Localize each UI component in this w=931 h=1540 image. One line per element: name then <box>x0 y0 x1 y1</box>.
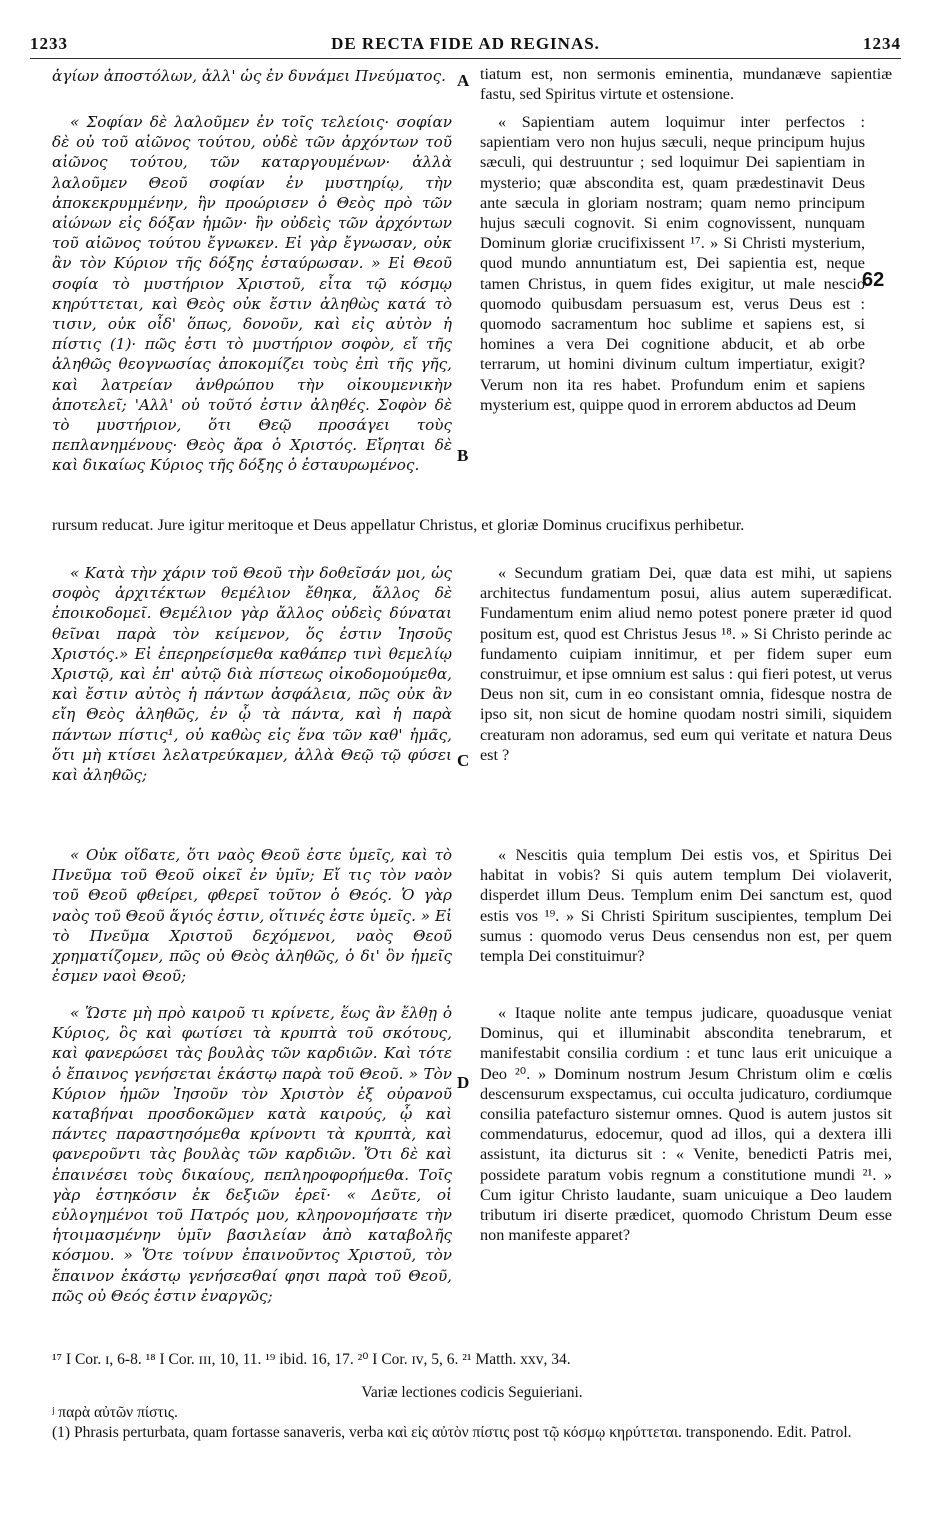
latin-text-1: « Sapientiam autem loquimur inter perfectos : sapientiam vero non hujus sæculi, neque principum hujus sæculi, qui destruuntur ; sed loquimur Dei sapientiam in mysterio; quæ abscondita est, quam prædestinavit Deus ante sæcula in gloriam nostram; quam nemo principum hujus sæculi cognovit. Si enim cognovissent, nunquam Dominum gloriæ crucifixissent ¹⁷. » Si Christi mysterium, quod mundo annuntiatum est, Dei sapientia est, neque tamen Christus, in quem fides exigitur, ut male nescio quomodo quibusdam persuasum est, verus Deus est : quomodo sacramentum hoc sublime et sapiens est, si homines a vera Dei cognitione abducit, et ab orbe terrarum, ut homini divinum cultum impertiatur, exigit? Verum non ita res habet. Profundum enim et sapiens mysterium est, quippe quod in errorem abductos ad Deum <box>480 113 865 414</box>
latin-paragraph-3 <box>480 845 892 966</box>
margin-mark-a: A <box>457 71 470 90</box>
greek-text-1: « Σοφίαν δὲ λαλοῦμεν ἐν τοῖς τελείοις· σοφίαν δὲ οὐ τοῦ αἰῶνος τούτου, οὐδὲ τῶν ἀρχόντων τοῦ αἰῶνος τούτου, τῶν καταργουμένων· ἀλλὰ λαλοῦμεν Θεοῦ σοφίαν ἐν μυστηρίῳ, τὴν ἀποκεκρυμμένην, ἣν προώρισεν ὁ Θεὸς πρὸ τῶν αἰώνων εἰς δόξαν ἡμῶν· ἣν οὐδεὶς τῶν ἀρχόντων τοῦ αἰῶνος τούτου ἔγνωκεν. Εἰ γὰρ ἔγνωσαν, οὐκ ἂν τὸν Κύριον τῆς δόξης ἐσταύρωσαν. » Εἰ Θεοῦ σοφία τὸ μυστήριον Χριστοῦ, εἶτα τῷ κόσμῳ κηρύττεται, καὶ Θεὸς οὐκ ἔστιν ἀληθὼς κατά τὸ τισιν, οὐκ οἶδ' ὅπως, δονοῦν, καὶ εἰς αὐτὸν ἡ πίστις (1)· πῶς ἐστι τὸ μυστήριον σοφὸν, εἴ τῆς ἀληθῶς θεογνωσίας ἀποκομίζει τοὺς ἐπὶ τῆς γῆς, καὶ λατρείαν ἀνθρώπου τὴν οἰκουμενικὴν ἀποτελεῖ; 'Αλλ' οὐ τοῦτό ἐστιν ἀληθές. Σοφὸν δὲ τὸ μυστήριον, ὅτι Θεῷ προσάγει τοὺς πεπλανημένους· Θεὸς ἄρα ὁ Χριστός. Εἴρηται δὲ καὶ δικαίως Κύριος τῆς δόξης ὁ ἐσταυρωμένος. <box>52 113 452 475</box>
latin-line-top: tiatum est, non sermonis eminentia, mundanæve sapientiæ fastu, sed Spiritus virtute et ostensione. <box>480 65 892 104</box>
greek-line-top: ἁγίων ἀποστόλων, ἀλλ' ὡς ἐν δυνάμει Πνεύματος. <box>52 67 446 85</box>
latin-paragraph-2 <box>480 563 892 765</box>
greek-paragraph-2 <box>52 563 452 785</box>
page-number-right: 1234 <box>863 34 901 53</box>
greek-text-2: « Κατὰ τὴν χάριν τοῦ Θεοῦ τὴν δοθεῖσάν μοι, ὡς σοφὸς ἀρχιτέκτων θεμέλιον ἔθηκα, ἄλλος δὲ ἐποικοδομεῖ. Θεμέλιον γὰρ ἄλλος οὐδεὶς δύναται θεῖναι παρὰ τὸν κείμενον, ὅς ἐστιν Ἰησοῦς Χριστός.» Εἰ ἐπερηρείσμεθα καθάπερ τινὶ θεμελίῳ Χριστῷ, καὶ ἐπ' αὐτῷ διὰ πίστεως οἰκοδομούμεθα, καὶ ἔστιν αὐτὸς ἡ πάντων ἀσφάλεια, πῶς οὐκ ἂν εἴη Θεὸς ἀληθῶς, ἐν ᾧ τὰ πάντα, καὶ ἡ παρὰ πάντων πίστις¹, οὐ καθὼς εἰς ἕνα τῶν καθ' ἡμᾶς, ὅτι μὴ κτίσει λελατρεύκαμεν, ἀλλὰ Θεῷ τῷ φύσει καὶ ἀληθῶς; <box>52 564 452 785</box>
variae-title: Variæ lectiones codicis Seguieriani. <box>361 1384 583 1401</box>
greek-paragraph-1 <box>52 112 452 476</box>
greek-text-4: « Ὥστε μὴ πρὸ καιροῦ τι κρίνετε, ἕως ἂν ἔλθῃ ὁ Κύριος, ὃς καὶ φωτίσει τὰ κρυπτὰ τοῦ σκότους, καὶ φανερώσει τὰς βουλὰς τῶν καρδιῶν. Καὶ τότε ὁ ἔπαινος γενήσεται ἑκάστῳ παρὰ τοῦ Θεοῦ. » Τὸν Κύριον ἡμῶν Ἰησοῦν τὸν Χριστὸν ἐξ οὐρανοῦ καταβήναι προσδοκῶμεν κατὰ καιρούς, ᾧ καὶ πάντες παραστησόμεθα κρίνοντι τὰ κρυπτὰ, καὶ φανεροῦντι τὰς βουλὰς τῶν καρδιῶν. Ὅτι δὲ καὶ ἐπαινέσει τοὺς δικαίους, πεπληροφορήμεθα. Τοῖς γὰρ ἑστηκόσιν ἐκ δεξιῶν ἐρεῖ· « Δεῦτε, οἱ εὐλογημένοι τοῦ Πατρός μου, κληρονομήσατε τὴν ἡτοιμασμένην ὑμῖν βασιλείαν ἀπὸ καταβολῆς κόσμου. » Ὅτε τοίνυν ἐπαινοῦντος Χριστοῦ, τὸν ἔπαινον ἑκάστῳ γενήσεσθαί φησι παρὰ τοῦ Θεοῦ, πῶς οὐ Θεός ἐστιν ἐναργῶς; <box>52 1004 452 1305</box>
margin-mark-b: B <box>457 446 469 465</box>
margin-mark-d: D <box>457 1073 470 1092</box>
scripture-references: ¹⁷ I Cor. ɪ, 6-8. ¹⁸ I Cor. ɪɪɪ, 10, 11. ¹⁹ ibid. 16, 17. ²⁰ I Cor. ɪᴠ, 5, 6. ²¹ Matth. xxᴠ, 34. <box>52 1351 571 1368</box>
greek-text-3: « Οὐκ οἴδατε, ὅτι ναὸς Θεοῦ ἐστε ὑμεῖς, καὶ τὸ Πνεῦμα τοῦ Θεοῦ οἰκεῖ ἐν ὑμῖν; Εἴ τις τὸν ναὸν τοῦ Θεοῦ φθείρει, φθερεῖ τοῦτον ὁ Θεός. Ὁ γὰρ ναὸς τοῦ Θεοῦ ἅγιός ἐστιν, οἵτινές ἐστε ὑμεῖς. » Εἰ τὸ Πνεῦμα Χριστοῦ δεχόμενοι, ναὸς Θεοῦ χρηματίζομεν, πῶς οὐ Θεὸς ἀληθῶς, ὁ δι' ὃν ἡμεῖς ἐσμεν ναοὶ Θεοῦ; <box>52 846 452 986</box>
running-title: DE RECTA FIDE AD REGINAS. <box>331 34 600 53</box>
greek-paragraph-4 <box>52 1003 452 1306</box>
full-width-line: rursum reducat. Jure igitur meritoque et Deus appellatur Christus, et gloriæ Dominus crucifixus perhibetur. <box>52 516 745 534</box>
header-rule <box>30 58 901 59</box>
greek-paragraph-3 <box>52 845 452 986</box>
latin-text-2: « Secundum gratiam Dei, quæ data est mihi, ut sapiens architectus fundamentum posui, alius autem superædificat. Fundamentum enim aliud nemo potest ponere præter id quod positum est, quod est Christus Jesus ¹⁸. » Si Christo perinde ac fundamento cuipiam innitimur, et per fidem super eum construimur, et ipse omnium est salus : qui fieri potest, ut verus Deus non sit, cum in eo consistant omnia, fidesque nostra de ipso sit, non sicut de homine quodam nostri simili, siquidem creaturam non adoramus, sed eum qui veritate et natura Deus est ? <box>480 564 892 764</box>
page-number-left: 1233 <box>30 34 68 53</box>
margin-mark-c: C <box>457 751 470 770</box>
latin-paragraph-4 <box>480 1003 892 1245</box>
latin-paragraph-1 <box>480 112 865 415</box>
variae-lectio: ʲ παρὰ αὐτῶν πίστις. <box>52 1404 178 1421</box>
latin-text-4: « Itaque nolite ante tempus judicare, quoadusque veniat Dominus, qui et illuminabit abscondita tenebrarum, et manifestabit consilia cordium : et tunc laus erit unicuique a Deo ²⁰. » Dominum nostrum Jesum Christum olim e cœlis descensurum exspectamus, cui occulta judicaturo, cordiumque consilia patefacturo sistemur omnes. Quod is autem justos sit commendaturus, edocemur, quod ad illos, qui a dextera illi assistunt, ita dicturus sit : « Venite, benedicti Patris mei, possidete paratum vobis regnum a constitutione mundi ²¹. » Cum igitur Christo laudante, suam unicuique a Deo laudem tributum iri diserte prædicet, quomodo Christum Deum esse non manifeste apparet? <box>480 1004 892 1245</box>
editorial-note: (1) Phrasis perturbata, quam fortasse sanaveris, verba καὶ εἰς αὐτὸν πίστις post τῷ κόσμῳ κηρύττεται. transponendo. Edit. Patrol. <box>52 1424 852 1441</box>
column-number: 62 <box>862 269 885 291</box>
latin-text-3: « Nescitis quia templum Dei estis vos, et Spiritus Dei habitat in vobis? Si quis autem templum Dei violaverit, disperdet illum Deus. Templum enim Dei sanctum est, quod estis vos ¹⁹. » Si Christi Spiritum suscipientes, templum Dei sumus : quomodo verus Deus censendus non est, per quem templa Dei constituimur? <box>480 846 892 966</box>
